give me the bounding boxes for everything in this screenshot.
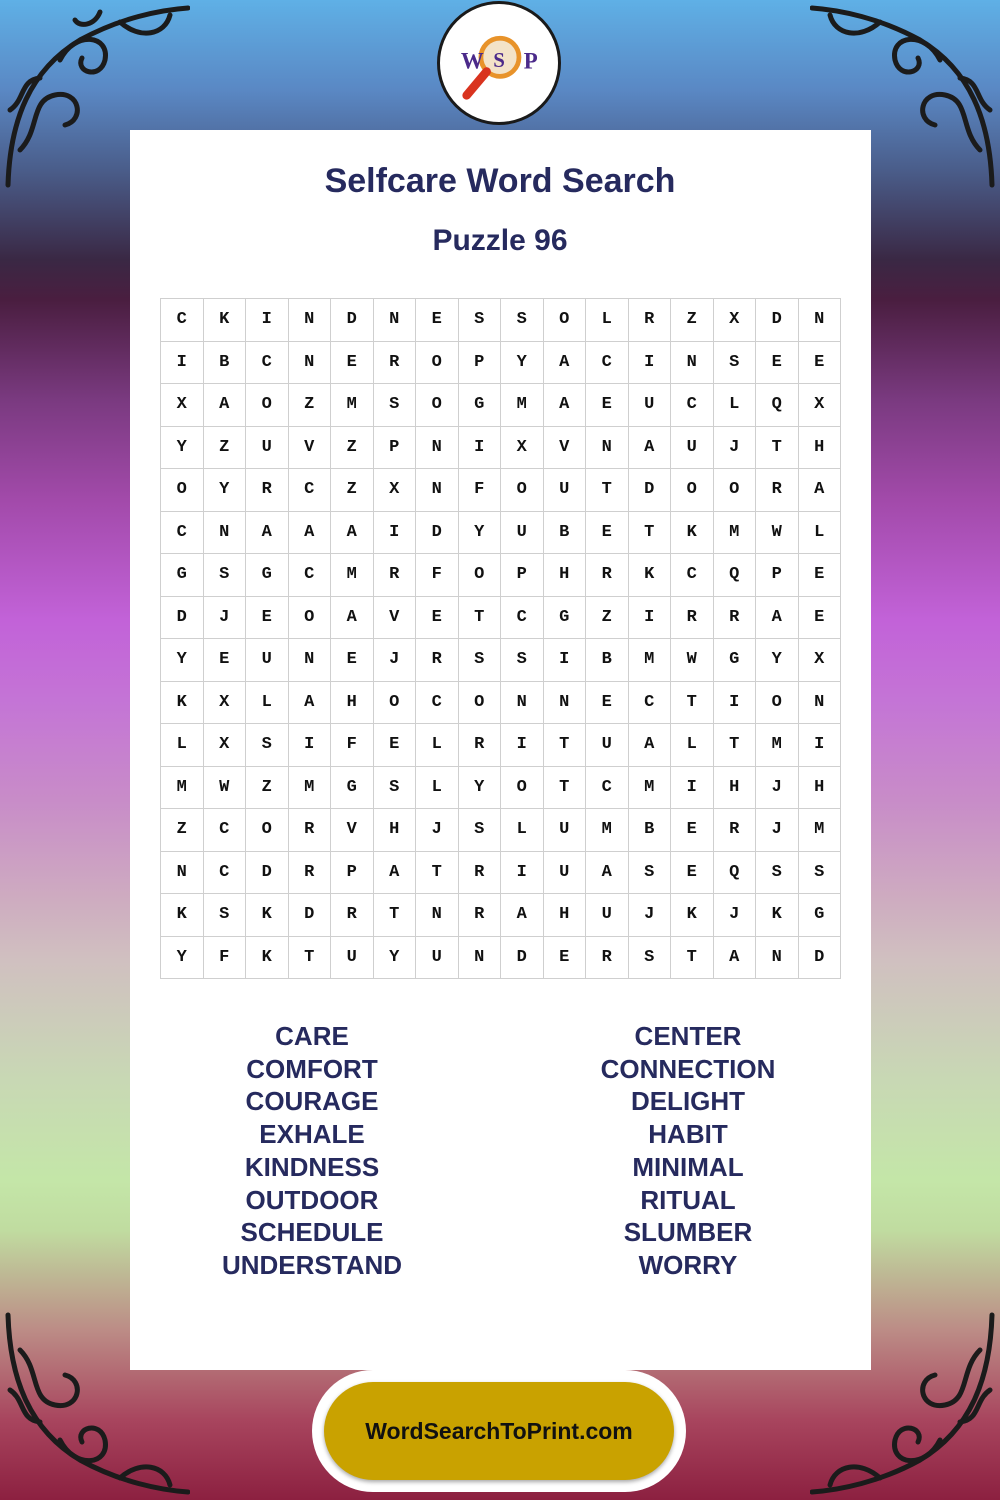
grid-cell[interactable]: V bbox=[543, 426, 586, 469]
word-list-item: HABIT bbox=[648, 1119, 728, 1150]
grid-cell[interactable]: L bbox=[586, 299, 629, 342]
grid-cell[interactable]: G bbox=[246, 554, 289, 597]
grid-cell[interactable]: J bbox=[416, 809, 459, 852]
grid-cell[interactable]: M bbox=[331, 554, 374, 597]
word-list-item: COURAGE bbox=[245, 1086, 379, 1117]
grid-cell[interactable]: E bbox=[798, 554, 841, 597]
grid-cell[interactable]: F bbox=[458, 469, 501, 512]
word-list-item: COMFORT bbox=[246, 1053, 378, 1084]
word-list-item: CENTER bbox=[634, 1021, 742, 1051]
grid-cell[interactable]: V bbox=[288, 426, 331, 469]
grid-cell[interactable]: E bbox=[543, 936, 586, 979]
grid-cell[interactable]: S bbox=[798, 851, 841, 894]
grid-cell[interactable]: T bbox=[586, 469, 629, 512]
grid-cell[interactable]: B bbox=[203, 341, 246, 384]
grid-cell[interactable]: R bbox=[756, 469, 799, 512]
grid-cell[interactable]: R bbox=[671, 596, 714, 639]
grid-cell[interactable]: E bbox=[671, 851, 714, 894]
grid-cell[interactable]: K bbox=[246, 894, 289, 937]
grid-cell[interactable]: P bbox=[458, 341, 501, 384]
grid-cell[interactable]: Y bbox=[501, 341, 544, 384]
grid-cell[interactable]: Q bbox=[713, 554, 756, 597]
grid-cell[interactable]: E bbox=[586, 511, 629, 554]
grid-cell[interactable]: C bbox=[203, 851, 246, 894]
grid-cell[interactable]: C bbox=[586, 341, 629, 384]
grid-cell[interactable]: X bbox=[798, 639, 841, 682]
grid-cell[interactable]: U bbox=[543, 809, 586, 852]
grid-cell[interactable]: A bbox=[798, 469, 841, 512]
word-list-item: UNDERSTAND bbox=[221, 1249, 403, 1280]
word-list-item: WORRY bbox=[638, 1249, 738, 1280]
grid-cell[interactable]: B bbox=[543, 511, 586, 554]
grid-cell[interactable]: T bbox=[713, 724, 756, 767]
grid-cell[interactable]: A bbox=[246, 511, 289, 554]
word-list-right bbox=[538, 1020, 838, 1282]
grid-cell[interactable]: R bbox=[458, 724, 501, 767]
grid-cell[interactable]: B bbox=[586, 639, 629, 682]
grid-cell[interactable]: U bbox=[246, 426, 289, 469]
grid-cell[interactable]: P bbox=[373, 426, 416, 469]
grid-cell[interactable]: M bbox=[756, 724, 799, 767]
grid-cell[interactable]: M bbox=[586, 809, 629, 852]
grid-cell[interactable]: Y bbox=[373, 936, 416, 979]
grid-cell[interactable]: E bbox=[416, 596, 459, 639]
grid-cell[interactable]: A bbox=[628, 426, 671, 469]
grid-cell[interactable]: O bbox=[416, 384, 459, 427]
grid-cell[interactable]: N bbox=[756, 936, 799, 979]
grid-cell[interactable]: R bbox=[458, 894, 501, 937]
grid-cell[interactable]: Y bbox=[161, 936, 204, 979]
grid-cell[interactable]: C bbox=[161, 511, 204, 554]
grid-cell[interactable]: J bbox=[373, 639, 416, 682]
grid-cell[interactable]: R bbox=[713, 809, 756, 852]
grid-cell[interactable]: C bbox=[416, 681, 459, 724]
grid-row bbox=[161, 469, 841, 512]
grid-cell[interactable]: Z bbox=[203, 426, 246, 469]
grid-cell[interactable]: F bbox=[203, 936, 246, 979]
grid-cell[interactable]: M bbox=[161, 766, 204, 809]
grid-cell[interactable]: O bbox=[458, 554, 501, 597]
grid-cell[interactable]: U bbox=[586, 724, 629, 767]
grid-cell[interactable]: N bbox=[501, 681, 544, 724]
logo-letter-p: P bbox=[523, 48, 538, 74]
grid-cell[interactable]: I bbox=[501, 851, 544, 894]
grid-cell[interactable]: V bbox=[331, 809, 374, 852]
grid-cell[interactable]: H bbox=[373, 809, 416, 852]
grid-cell[interactable]: E bbox=[331, 639, 374, 682]
grid-cell[interactable]: U bbox=[671, 426, 714, 469]
grid-cell[interactable]: L bbox=[161, 724, 204, 767]
grid-cell[interactable]: T bbox=[288, 936, 331, 979]
grid-cell[interactable]: E bbox=[373, 724, 416, 767]
grid-cell[interactable]: C bbox=[501, 596, 544, 639]
grid-cell[interactable]: R bbox=[458, 851, 501, 894]
grid-cell[interactable]: O bbox=[416, 341, 459, 384]
grid-row bbox=[161, 341, 841, 384]
grid-cell[interactable]: R bbox=[373, 554, 416, 597]
grid-cell[interactable]: M bbox=[288, 766, 331, 809]
grid-cell[interactable]: M bbox=[798, 809, 841, 852]
grid-cell[interactable]: Y bbox=[161, 639, 204, 682]
grid-cell[interactable]: Q bbox=[756, 384, 799, 427]
grid-cell[interactable]: S bbox=[373, 766, 416, 809]
grid-cell[interactable]: S bbox=[756, 851, 799, 894]
grid-cell[interactable]: R bbox=[246, 469, 289, 512]
grid-cell[interactable]: S bbox=[713, 341, 756, 384]
grid-cell[interactable]: K bbox=[203, 299, 246, 342]
grid-cell[interactable]: E bbox=[798, 596, 841, 639]
grid-cell[interactable]: D bbox=[798, 936, 841, 979]
grid-cell[interactable]: A bbox=[756, 596, 799, 639]
grid-cell[interactable]: X bbox=[161, 384, 204, 427]
grid-cell[interactable]: Z bbox=[246, 766, 289, 809]
grid-cell[interactable]: Z bbox=[331, 426, 374, 469]
grid-cell[interactable]: D bbox=[331, 299, 374, 342]
grid-cell[interactable]: C bbox=[671, 384, 714, 427]
grid-cell[interactable]: O bbox=[373, 681, 416, 724]
grid-row bbox=[161, 851, 841, 894]
grid-cell[interactable]: T bbox=[373, 894, 416, 937]
grid-cell[interactable]: S bbox=[458, 299, 501, 342]
grid-cell[interactable]: Y bbox=[756, 639, 799, 682]
grid-row bbox=[161, 724, 841, 767]
grid-cell[interactable]: S bbox=[501, 639, 544, 682]
grid-cell[interactable]: D bbox=[628, 469, 671, 512]
letter-grid[interactable] bbox=[160, 298, 841, 979]
grid-cell[interactable]: I bbox=[628, 341, 671, 384]
grid-cell[interactable]: N bbox=[416, 469, 459, 512]
grid-row bbox=[161, 809, 841, 852]
word-list-item: MINIMAL bbox=[632, 1151, 744, 1182]
grid-cell[interactable]: R bbox=[373, 341, 416, 384]
grid-cell[interactable]: N bbox=[161, 851, 204, 894]
logo-letter-s: S bbox=[493, 47, 505, 72]
grid-cell[interactable]: U bbox=[416, 936, 459, 979]
grid-row bbox=[161, 426, 841, 469]
grid-cell[interactable]: H bbox=[543, 554, 586, 597]
grid-cell[interactable]: O bbox=[756, 681, 799, 724]
grid-cell[interactable]: E bbox=[331, 341, 374, 384]
grid-cell[interactable]: D bbox=[246, 851, 289, 894]
grid-cell[interactable]: X bbox=[373, 469, 416, 512]
grid-cell[interactable]: R bbox=[713, 596, 756, 639]
grid-cell[interactable]: J bbox=[756, 766, 799, 809]
grid-cell[interactable]: G bbox=[331, 766, 374, 809]
grid-cell[interactable]: O bbox=[501, 766, 544, 809]
grid-cell[interactable]: S bbox=[628, 851, 671, 894]
grid-cell[interactable]: T bbox=[543, 766, 586, 809]
grid-cell[interactable]: H bbox=[798, 766, 841, 809]
grid-cell[interactable]: C bbox=[246, 341, 289, 384]
grid-cell[interactable]: S bbox=[628, 936, 671, 979]
grid-cell[interactable]: Z bbox=[331, 469, 374, 512]
grid-row bbox=[161, 384, 841, 427]
grid-cell[interactable]: A bbox=[543, 341, 586, 384]
grid-cell[interactable]: N bbox=[203, 511, 246, 554]
grid-cell[interactable]: Z bbox=[586, 596, 629, 639]
grid-cell[interactable]: O bbox=[246, 384, 289, 427]
grid-cell[interactable]: S bbox=[373, 384, 416, 427]
grid-row bbox=[161, 936, 841, 979]
grid-cell[interactable]: H bbox=[798, 426, 841, 469]
grid-cell[interactable]: A bbox=[586, 851, 629, 894]
grid-cell[interactable]: E bbox=[246, 596, 289, 639]
word-list-item: SCHEDULE bbox=[240, 1217, 384, 1248]
grid-cell[interactable]: K bbox=[246, 936, 289, 979]
grid-cell[interactable]: S bbox=[246, 724, 289, 767]
grid-cell[interactable]: X bbox=[713, 299, 756, 342]
grid-cell[interactable]: C bbox=[288, 469, 331, 512]
grid-cell[interactable]: C bbox=[628, 681, 671, 724]
grid-cell[interactable]: M bbox=[628, 766, 671, 809]
grid-cell[interactable]: O bbox=[246, 809, 289, 852]
grid-cell[interactable]: I bbox=[543, 639, 586, 682]
grid-cell[interactable]: A bbox=[288, 681, 331, 724]
grid-cell[interactable]: R bbox=[628, 299, 671, 342]
grid-row bbox=[161, 554, 841, 597]
grid-row bbox=[161, 894, 841, 937]
grid-cell[interactable]: L bbox=[246, 681, 289, 724]
grid-cell[interactable]: U bbox=[331, 936, 374, 979]
grid-cell[interactable]: U bbox=[501, 511, 544, 554]
grid-cell[interactable]: G bbox=[543, 596, 586, 639]
grid-cell[interactable]: Y bbox=[161, 426, 204, 469]
grid-cell[interactable]: M bbox=[713, 511, 756, 554]
grid-cell[interactable]: C bbox=[671, 554, 714, 597]
grid-cell[interactable]: Z bbox=[671, 299, 714, 342]
grid-cell[interactable]: A bbox=[288, 511, 331, 554]
grid-cell[interactable]: O bbox=[713, 469, 756, 512]
grid-cell[interactable]: S bbox=[458, 639, 501, 682]
grid-cell[interactable]: M bbox=[501, 384, 544, 427]
grid-cell[interactable]: L bbox=[416, 724, 459, 767]
grid-row bbox=[161, 511, 841, 554]
grid-cell[interactable]: J bbox=[713, 894, 756, 937]
grid-cell[interactable]: R bbox=[586, 936, 629, 979]
grid-cell[interactable]: X bbox=[501, 426, 544, 469]
grid-cell[interactable]: E bbox=[416, 299, 459, 342]
grid-cell[interactable]: I bbox=[288, 724, 331, 767]
grid-cell[interactable]: Y bbox=[203, 469, 246, 512]
grid-cell[interactable]: J bbox=[713, 426, 756, 469]
grid-cell[interactable]: L bbox=[798, 511, 841, 554]
website-button[interactable]: WordSearchToPrint.com bbox=[324, 1382, 674, 1480]
grid-cell[interactable]: N bbox=[543, 681, 586, 724]
grid-cell[interactable]: N bbox=[288, 639, 331, 682]
grid-cell[interactable]: N bbox=[288, 299, 331, 342]
grid-cell[interactable]: O bbox=[288, 596, 331, 639]
grid-cell[interactable]: I bbox=[671, 766, 714, 809]
grid-cell[interactable]: J bbox=[203, 596, 246, 639]
grid-cell[interactable]: D bbox=[288, 894, 331, 937]
word-list-item: DELIGHT bbox=[630, 1086, 746, 1117]
grid-cell[interactable]: U bbox=[543, 469, 586, 512]
grid-cell[interactable]: F bbox=[331, 724, 374, 767]
grid-cell[interactable]: X bbox=[203, 681, 246, 724]
grid-cell[interactable]: U bbox=[543, 851, 586, 894]
grid-row bbox=[161, 681, 841, 724]
grid-cell[interactable]: M bbox=[628, 639, 671, 682]
grid-cell[interactable]: A bbox=[501, 894, 544, 937]
grid-cell[interactable]: T bbox=[671, 681, 714, 724]
grid-cell[interactable]: C bbox=[161, 299, 204, 342]
grid-cell[interactable]: S bbox=[501, 299, 544, 342]
grid-cell[interactable]: E bbox=[671, 809, 714, 852]
grid-cell[interactable]: T bbox=[416, 851, 459, 894]
grid-cell[interactable]: O bbox=[458, 681, 501, 724]
grid-cell[interactable]: G bbox=[713, 639, 756, 682]
grid-cell[interactable]: T bbox=[458, 596, 501, 639]
grid-cell[interactable]: A bbox=[331, 596, 374, 639]
grid-cell[interactable]: N bbox=[416, 426, 459, 469]
grid-cell[interactable]: R bbox=[416, 639, 459, 682]
page-title: Selfcare Word Search bbox=[324, 162, 676, 200]
grid-cell[interactable]: S bbox=[458, 809, 501, 852]
grid-cell[interactable]: B bbox=[628, 809, 671, 852]
grid-cell[interactable]: K bbox=[671, 511, 714, 554]
grid-cell[interactable]: C bbox=[288, 554, 331, 597]
grid-cell[interactable]: O bbox=[161, 469, 204, 512]
grid-cell[interactable]: A bbox=[713, 936, 756, 979]
grid-cell[interactable]: X bbox=[203, 724, 246, 767]
word-list-item: CONNECTION bbox=[600, 1053, 776, 1084]
grid-cell[interactable]: D bbox=[416, 511, 459, 554]
grid-cell[interactable]: O bbox=[501, 469, 544, 512]
grid-cell[interactable]: E bbox=[203, 639, 246, 682]
grid-cell[interactable]: W bbox=[671, 639, 714, 682]
grid-cell[interactable]: N bbox=[288, 341, 331, 384]
grid-cell[interactable]: P bbox=[756, 554, 799, 597]
grid-cell[interactable]: N bbox=[798, 681, 841, 724]
grid-cell[interactable]: K bbox=[628, 554, 671, 597]
grid-cell[interactable]: H bbox=[331, 681, 374, 724]
grid-cell[interactable]: T bbox=[628, 511, 671, 554]
grid-cell[interactable]: Y bbox=[458, 511, 501, 554]
grid-cell[interactable]: S bbox=[203, 554, 246, 597]
grid-cell[interactable]: K bbox=[756, 894, 799, 937]
puzzle-number: Puzzle 96 bbox=[432, 224, 568, 257]
grid-cell[interactable]: M bbox=[331, 384, 374, 427]
grid-cell[interactable]: K bbox=[671, 894, 714, 937]
grid-cell[interactable]: K bbox=[161, 894, 204, 937]
grid-cell[interactable]: G bbox=[798, 894, 841, 937]
grid-cell[interactable]: T bbox=[671, 936, 714, 979]
grid-cell[interactable]: G bbox=[161, 554, 204, 597]
grid-cell[interactable]: P bbox=[331, 851, 374, 894]
grid-cell[interactable]: L bbox=[713, 384, 756, 427]
grid-cell[interactable]: U bbox=[586, 894, 629, 937]
grid-cell[interactable]: E bbox=[756, 341, 799, 384]
grid-cell[interactable]: H bbox=[713, 766, 756, 809]
grid-cell[interactable]: N bbox=[416, 894, 459, 937]
word-list-item: RITUAL bbox=[640, 1184, 736, 1215]
wsp-logo[interactable] bbox=[437, 1, 561, 125]
grid-cell[interactable]: E bbox=[798, 341, 841, 384]
grid-cell[interactable]: I bbox=[798, 724, 841, 767]
grid-cell[interactable]: Y bbox=[458, 766, 501, 809]
grid-cell[interactable]: Z bbox=[288, 384, 331, 427]
grid-cell[interactable]: L bbox=[416, 766, 459, 809]
grid-row bbox=[161, 639, 841, 682]
grid-cell[interactable]: H bbox=[543, 894, 586, 937]
grid-cell[interactable]: T bbox=[756, 426, 799, 469]
grid-cell[interactable]: J bbox=[756, 809, 799, 852]
grid-cell[interactable]: L bbox=[501, 809, 544, 852]
grid-row bbox=[161, 299, 841, 342]
word-list-left bbox=[162, 1020, 462, 1282]
grid-cell[interactable]: I bbox=[713, 681, 756, 724]
grid-cell[interactable]: A bbox=[331, 511, 374, 554]
grid-cell[interactable]: R bbox=[288, 809, 331, 852]
grid-cell[interactable]: J bbox=[628, 894, 671, 937]
grid-cell[interactable]: K bbox=[161, 681, 204, 724]
grid-cell[interactable]: F bbox=[416, 554, 459, 597]
grid-cell[interactable]: A bbox=[543, 384, 586, 427]
grid-cell[interactable]: P bbox=[501, 554, 544, 597]
grid-cell[interactable]: R bbox=[586, 554, 629, 597]
grid-cell[interactable]: A bbox=[203, 384, 246, 427]
grid-cell[interactable]: U bbox=[246, 639, 289, 682]
grid-cell[interactable]: N bbox=[586, 426, 629, 469]
grid-cell[interactable]: I bbox=[501, 724, 544, 767]
grid-cell[interactable]: U bbox=[628, 384, 671, 427]
grid-cell[interactable]: D bbox=[756, 299, 799, 342]
grid-row bbox=[161, 766, 841, 809]
grid-cell[interactable]: N bbox=[798, 299, 841, 342]
grid-cell[interactable]: E bbox=[586, 681, 629, 724]
word-list-item: EXHALE bbox=[259, 1119, 365, 1150]
grid-cell[interactable]: E bbox=[586, 384, 629, 427]
grid-cell[interactable]: V bbox=[373, 596, 416, 639]
grid-cell[interactable]: I bbox=[246, 299, 289, 342]
grid-cell[interactable]: I bbox=[373, 511, 416, 554]
grid-cell[interactable]: O bbox=[543, 299, 586, 342]
grid-cell[interactable]: Z bbox=[161, 809, 204, 852]
grid-cell[interactable]: C bbox=[586, 766, 629, 809]
grid-cell[interactable]: N bbox=[458, 936, 501, 979]
grid-row bbox=[161, 596, 841, 639]
grid-cell[interactable]: L bbox=[671, 724, 714, 767]
word-list-item: KINDNESS bbox=[244, 1151, 380, 1182]
grid-cell[interactable]: D bbox=[161, 596, 204, 639]
grid-cell[interactable]: I bbox=[161, 341, 204, 384]
word-list-item: CARE bbox=[275, 1021, 349, 1051]
grid-cell[interactable]: Q bbox=[713, 851, 756, 894]
grid-cell[interactable]: C bbox=[203, 809, 246, 852]
logo-letter-w: W bbox=[460, 48, 484, 74]
grid-cell[interactable]: G bbox=[458, 384, 501, 427]
grid-cell[interactable]: W bbox=[203, 766, 246, 809]
grid-cell[interactable]: N bbox=[671, 341, 714, 384]
grid-cell[interactable]: X bbox=[798, 384, 841, 427]
word-list-item: OUTDOOR bbox=[245, 1184, 379, 1215]
grid-cell[interactable]: W bbox=[756, 511, 799, 554]
grid-cell[interactable]: A bbox=[628, 724, 671, 767]
grid-cell[interactable]: T bbox=[543, 724, 586, 767]
grid-cell[interactable]: R bbox=[331, 894, 374, 937]
grid-cell[interactable]: A bbox=[373, 851, 416, 894]
word-list-item: SLUMBER bbox=[623, 1217, 753, 1248]
grid-cell[interactable]: R bbox=[288, 851, 331, 894]
grid-cell[interactable]: D bbox=[501, 936, 544, 979]
grid-cell[interactable]: N bbox=[373, 299, 416, 342]
grid-cell[interactable]: S bbox=[203, 894, 246, 937]
grid-cell[interactable]: O bbox=[671, 469, 714, 512]
grid-cell[interactable]: I bbox=[458, 426, 501, 469]
grid-cell[interactable]: I bbox=[628, 596, 671, 639]
